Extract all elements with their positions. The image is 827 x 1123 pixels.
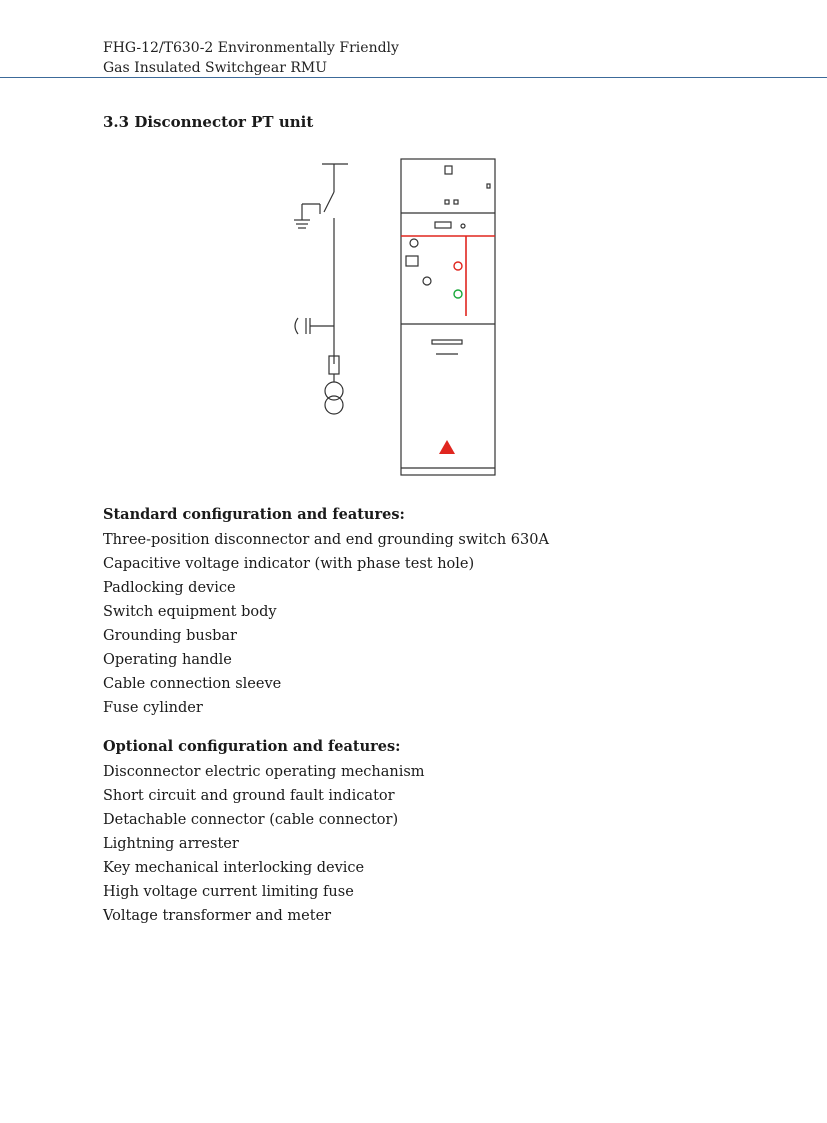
optional-feature-item: High voltage current limiting fuse — [103, 884, 354, 900]
standard-feature-item: Switch equipment body — [103, 604, 277, 620]
cabinet-markings — [401, 236, 495, 454]
cabinet-front-view — [401, 159, 495, 475]
optional-feature-item: Lightning arrester — [103, 836, 239, 852]
page-header — [103, 38, 399, 78]
header-divider — [0, 77, 827, 78]
standard-feature-item: Padlocking device — [103, 580, 236, 596]
standard-feature-item: Operating handle — [103, 652, 232, 668]
standard-config-title: Standard configuration and features: — [103, 506, 405, 523]
section-title: 3.3 Disconnector PT unit — [103, 113, 314, 131]
optional-config-list — [103, 760, 425, 928]
standard-feature-item: Three-position disconnector and end grounding switch 630A — [103, 532, 549, 548]
header-line-2: Gas Insulated Switchgear RMU — [103, 60, 328, 76]
header-line-1: FHG-12/T630-2 Environmentally Friendly — [103, 40, 399, 56]
optional-feature-item: Short circuit and ground fault indicator — [103, 788, 395, 804]
optional-config-title: Optional configuration and features: — [103, 738, 401, 755]
standard-feature-item: Capacitive voltage indicator (with phase test hole) — [103, 556, 475, 572]
single-line-diagram — [294, 164, 348, 414]
optional-feature-item: Key mechanical interlocking device — [103, 860, 365, 876]
standard-feature-item: Grounding busbar — [103, 628, 237, 644]
disconnector-pt-unit-figure — [280, 156, 500, 480]
standard-feature-item: Cable connection sleeve — [103, 676, 282, 692]
standard-feature-item: Fuse cylinder — [103, 700, 203, 716]
optional-feature-item: Disconnector electric operating mechanism — [103, 764, 425, 780]
optional-feature-item: Voltage transformer and meter — [103, 908, 332, 924]
optional-feature-item: Detachable connector (cable connector) — [103, 812, 399, 828]
standard-config-list — [103, 528, 549, 720]
